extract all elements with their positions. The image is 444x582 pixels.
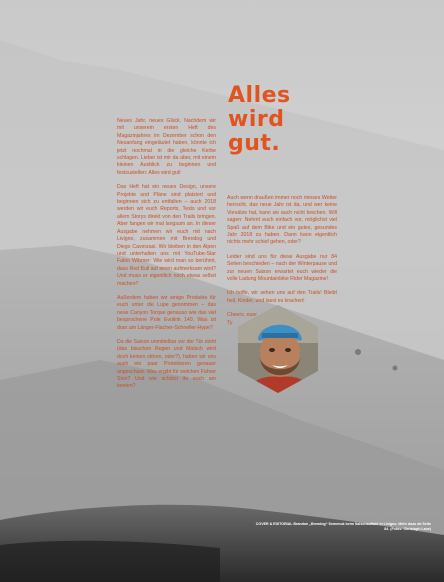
headline-line: wird: [228, 107, 285, 132]
headline-line: gut.: [228, 131, 281, 156]
caption-label: COVER & EDITORIAL: [255, 522, 293, 526]
photo-caption: [254, 522, 431, 532]
editorial-paragraph: Ich hoffe, wir sehen uns auf den Trails! Bleibt heil, Kinder, und lasst es krachen!: [227, 290, 337, 304]
editorial-paragraph: Das Heft hat ein neues Design, unsere Projekte und Pläne sind platziert und beginnen sich zu entfalten – auch 2018 werden wir euch Reports, Tests und vor allem Storys direkt von den Trails bringen. Aber fangen wir mal langsam an. In dieser Ausgabe nehmen wir euch mit nach Livigno, zusammen mit Brendog und Diego Caverzasi. Wir bleiben in den Alpen und unterhalten uns mit YouTube-Star Fabio Wibmer: Wie wird man so berühmt, dass Red Bull auf einen aufmerksam wird? Und muss er eigentlich noch etwas selbst machen?: [117, 184, 216, 287]
editorial-paragraph: Da die Saison unmittelbar vor der Tür steht (das bisschen Regen und Matsch wird doch keinen stören, oder?), haben wir uns auch ein paar Protektoren genauer angeschaut. Was ergibt für welchen Fahrer Sinn? Und wie schützt ihr euch am besten?: [117, 338, 216, 390]
editorial-signature: Ty: [227, 319, 233, 326]
editorial-paragraph: Außerdem haben wir einige Produkte für euch unter die Lupe genommen – das neue Canyon Torque genauso wie das viel besprochene Pole Evolink 140. Was ist dran am Länger-Flacher-Schneller-Hype?: [117, 294, 216, 331]
caption-text: Brandon „Brendog“ Semenuk beim Saisonauftakt in Livigno. Mehr dazu ab Seite 84. (Fotos: Christoph Laue): [293, 522, 431, 531]
editorial-text-left-column: [117, 118, 216, 398]
editorial-paragraph: Neues Jahr, neues Glück. Nachdem wir mit unserem ersten Heft des Magazinjahres im Dezember schon den Neuanfang eingeläutet haben, könnte ich jetzt nochmal in die gleiche Kerbe schlagen. Lieber ist mir da aber, mit einem kleinen Ausblick zu beginnen und festzustellen: Alles wird gut!: [117, 118, 216, 176]
editor-portrait-hexagon: [236, 303, 320, 395]
editorial-signoff: Cheers, euer: [227, 312, 257, 319]
headline-line: Alles: [228, 83, 291, 108]
editorial-paragraph: Leider sind uns für diese Ausgabe nur 84 Seiten beschieden – nach der Winterpause und zur neuen Saison erwartet euch wieder die volle Ladung Mountainbike Rider Magazine!: [227, 253, 337, 283]
editorial-paragraph: Auch wenn draußen immer noch mieses Wetter herrscht, das neue Jahr ist da, und wer keine Vorsätze hat, kann sie auch nicht brechen. Will sagen: Nehmt euch einfach vor, möglichst viel Spaß auf dem Bike und ein gutes, gesundes Jahr 2018 zu haben. Dann kann eigentlich nichts mehr schief gehen, oder?: [227, 195, 337, 246]
editorial-headline: [228, 84, 291, 156]
